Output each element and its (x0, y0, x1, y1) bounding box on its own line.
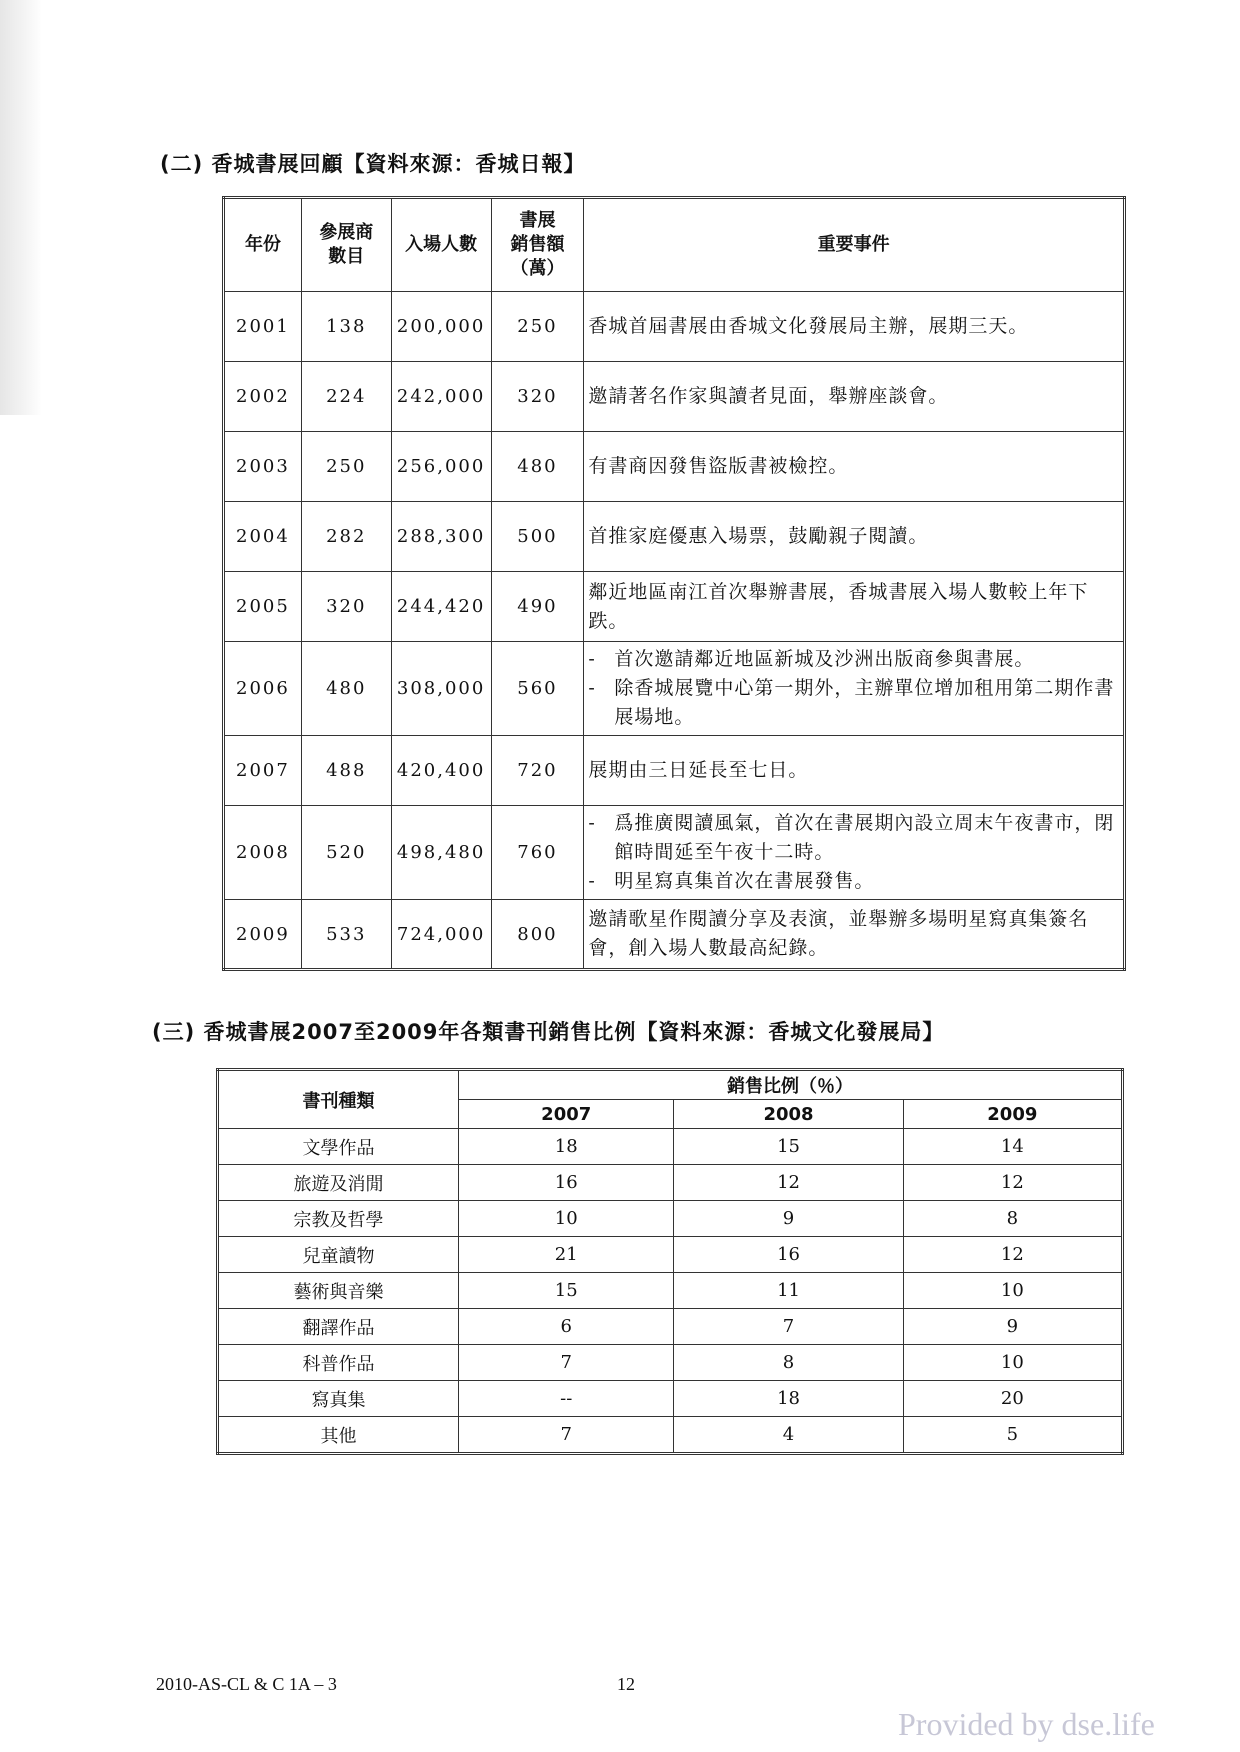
cell-visitors: 244,420 (391, 572, 491, 642)
cell-ratio-2008: 16 (674, 1237, 903, 1273)
book-fair-review-table (222, 196, 1126, 971)
cell-ratio-2008: 18 (674, 1381, 903, 1417)
cell-sales: 480 (491, 432, 584, 502)
table-row (218, 1273, 1123, 1309)
cell-ratio-2008: 9 (674, 1201, 903, 1237)
cell-year: 2006 (224, 642, 302, 736)
cell-sales: 560 (491, 642, 584, 736)
cell-visitors: 256,000 (391, 432, 491, 502)
cell-sales: 320 (491, 362, 584, 432)
header-sales-ratio: 銷售比例（％） (459, 1070, 1123, 1100)
cell-ratio-2007: 10 (459, 1201, 674, 1237)
cell-ratio-2007: 7 (459, 1417, 674, 1454)
table-row (218, 1201, 1123, 1237)
scan-edge-shadow (0, 0, 42, 415)
cell-ratio-2007: 21 (459, 1237, 674, 1273)
table-row (224, 292, 1125, 362)
cell-visitors: 308,000 (391, 642, 491, 736)
cell-exhibitors: 138 (301, 292, 391, 362)
cell-visitors: 242,000 (391, 362, 491, 432)
event-text: 有書商因發售盜版書被檢控。 (588, 455, 849, 477)
exam-paper-code: 2010-AS-CL & C 1A – 3 (156, 1674, 337, 1694)
table-row (218, 1129, 1123, 1165)
cell-category: 翻譯作品 (218, 1309, 459, 1345)
header-year-2008: 2008 (674, 1100, 903, 1129)
table-row (218, 1237, 1123, 1273)
cell-events (584, 572, 1125, 642)
cell-ratio-2007: 7 (459, 1345, 674, 1381)
cell-exhibitors: 533 (301, 900, 391, 970)
cell-sales: 760 (491, 806, 584, 900)
cell-year: 2009 (224, 900, 302, 970)
table-row (218, 1417, 1123, 1454)
cell-visitors: 498,480 (391, 806, 491, 900)
header-category: 書刊種類 (218, 1070, 459, 1129)
cell-ratio-2007: -- (459, 1381, 674, 1417)
cell-ratio-2009: 9 (903, 1309, 1122, 1345)
table-row (218, 1165, 1123, 1201)
table-row (218, 1309, 1123, 1345)
cell-visitors: 420,400 (391, 736, 491, 806)
cell-visitors: 288,300 (391, 502, 491, 572)
cell-category: 宗教及哲學 (218, 1201, 459, 1237)
cell-ratio-2009: 5 (903, 1417, 1122, 1454)
cell-events (584, 806, 1125, 900)
cell-sales: 250 (491, 292, 584, 362)
cell-category: 文學作品 (218, 1129, 459, 1165)
cell-category: 寫真集 (218, 1381, 459, 1417)
section-2-title: (二) 香城書展回顧【資料來源：香城日報】 (160, 152, 586, 176)
event-text: 邀請著名作家與讀者見面，舉辦座談會。 (588, 385, 949, 407)
cell-ratio-2008: 7 (674, 1309, 903, 1345)
cell-events (584, 362, 1125, 432)
event-text: 鄰近地區南江首次舉辦書展，香城書展入場人數較上年下跌。 (588, 580, 1089, 632)
cell-exhibitors: 224 (301, 362, 391, 432)
cell-category: 科普作品 (218, 1345, 459, 1381)
cell-exhibitors: 480 (301, 642, 391, 736)
table-row (224, 736, 1125, 806)
cell-events (584, 736, 1125, 806)
cell-events (584, 502, 1125, 572)
table-row (224, 502, 1125, 572)
table-row (224, 900, 1125, 970)
cell-year: 2003 (224, 432, 302, 502)
cell-ratio-2009: 14 (903, 1129, 1122, 1165)
cell-ratio-2009: 10 (903, 1273, 1122, 1309)
header-events: 重要事件 (584, 198, 1125, 292)
table-header-row (224, 198, 1125, 292)
event-item: - 除香城展覽中心第一期外，主辦單位增加租用第二期作書展場地。 (588, 674, 1119, 732)
cell-sales: 500 (491, 502, 584, 572)
event-item: - 爲推廣閱讀風氣，首次在書展期內設立周末午夜書市，閉館時間延至午夜十二時。 (588, 809, 1119, 867)
header-sales: 書展 銷售額 （萬） (491, 198, 584, 292)
event-text: 展期由三日延長至七日。 (588, 759, 809, 781)
cell-year: 2002 (224, 362, 302, 432)
table-row (218, 1345, 1123, 1381)
event-item: - 首次邀請鄰近地區新城及沙洲出版商參與書展。 (588, 645, 1119, 674)
header-year-2007: 2007 (459, 1100, 674, 1129)
header-visitors: 入場人數 (391, 198, 491, 292)
event-item: - 明星寫真集首次在書展發售。 (588, 867, 1119, 896)
category-sales-ratio-table (216, 1068, 1124, 1455)
cell-ratio-2007: 6 (459, 1309, 674, 1345)
cell-ratio-2008: 4 (674, 1417, 903, 1454)
cell-category: 兒童讀物 (218, 1237, 459, 1273)
cell-exhibitors: 282 (301, 502, 391, 572)
cell-category: 旅遊及消閒 (218, 1165, 459, 1201)
cell-category: 藝術與音樂 (218, 1273, 459, 1309)
cell-visitors: 724,000 (391, 900, 491, 970)
cell-exhibitors: 520 (301, 806, 391, 900)
cell-exhibitors: 488 (301, 736, 391, 806)
cell-year: 2004 (224, 502, 302, 572)
watermark-text: Provided by dse.life (898, 1706, 1155, 1742)
cell-sales: 720 (491, 736, 584, 806)
cell-ratio-2009: 12 (903, 1237, 1122, 1273)
cell-ratio-2007: 16 (459, 1165, 674, 1201)
cell-ratio-2009: 8 (903, 1201, 1122, 1237)
cell-ratio-2009: 12 (903, 1165, 1122, 1201)
cell-ratio-2007: 15 (459, 1273, 674, 1309)
header-year-2009: 2009 (903, 1100, 1122, 1129)
header-year: 年份 (224, 198, 302, 292)
cell-year: 2005 (224, 572, 302, 642)
cell-ratio-2008: 12 (674, 1165, 903, 1201)
cell-exhibitors: 320 (301, 572, 391, 642)
table-row (218, 1381, 1123, 1417)
table-row (224, 642, 1125, 736)
event-text: 邀請歌星作閱讀分享及表演，並舉辦多場明星寫真集簽名會，創入場人數最高紀錄。 (588, 908, 1089, 959)
cell-sales: 800 (491, 900, 584, 970)
cell-year: 2007 (224, 736, 302, 806)
event-text: 首推家庭優惠入場票，鼓勵親子閱讀。 (588, 525, 929, 547)
cell-category: 其他 (218, 1417, 459, 1454)
cell-ratio-2008: 8 (674, 1345, 903, 1381)
cell-ratio-2009: 10 (903, 1345, 1122, 1381)
table-row (224, 362, 1125, 432)
table-row (224, 432, 1125, 502)
cell-visitors: 200,000 (391, 292, 491, 362)
cell-events (584, 642, 1125, 736)
section-3-title: (三) 香城書展2007至2009年各類書刊銷售比例【資料來源：香城文化發展局】 (152, 1020, 945, 1044)
table-row (224, 572, 1125, 642)
cell-ratio-2009: 20 (903, 1381, 1122, 1417)
cell-year: 2008 (224, 806, 302, 900)
cell-ratio-2007: 18 (459, 1129, 674, 1165)
page-number: 12 (617, 1674, 635, 1694)
table-header-row (218, 1070, 1123, 1100)
cell-events (584, 900, 1125, 970)
cell-year: 2001 (224, 292, 302, 362)
cell-events (584, 432, 1125, 502)
cell-ratio-2008: 15 (674, 1129, 903, 1165)
event-text: 香城首屆書展由香城文化發展局主辦，展期三天。 (588, 315, 1029, 337)
cell-events (584, 292, 1125, 362)
cell-ratio-2008: 11 (674, 1273, 903, 1309)
cell-exhibitors: 250 (301, 432, 391, 502)
table-row (224, 806, 1125, 900)
cell-sales: 490 (491, 572, 584, 642)
header-exhibitors: 參展商 數目 (301, 198, 391, 292)
